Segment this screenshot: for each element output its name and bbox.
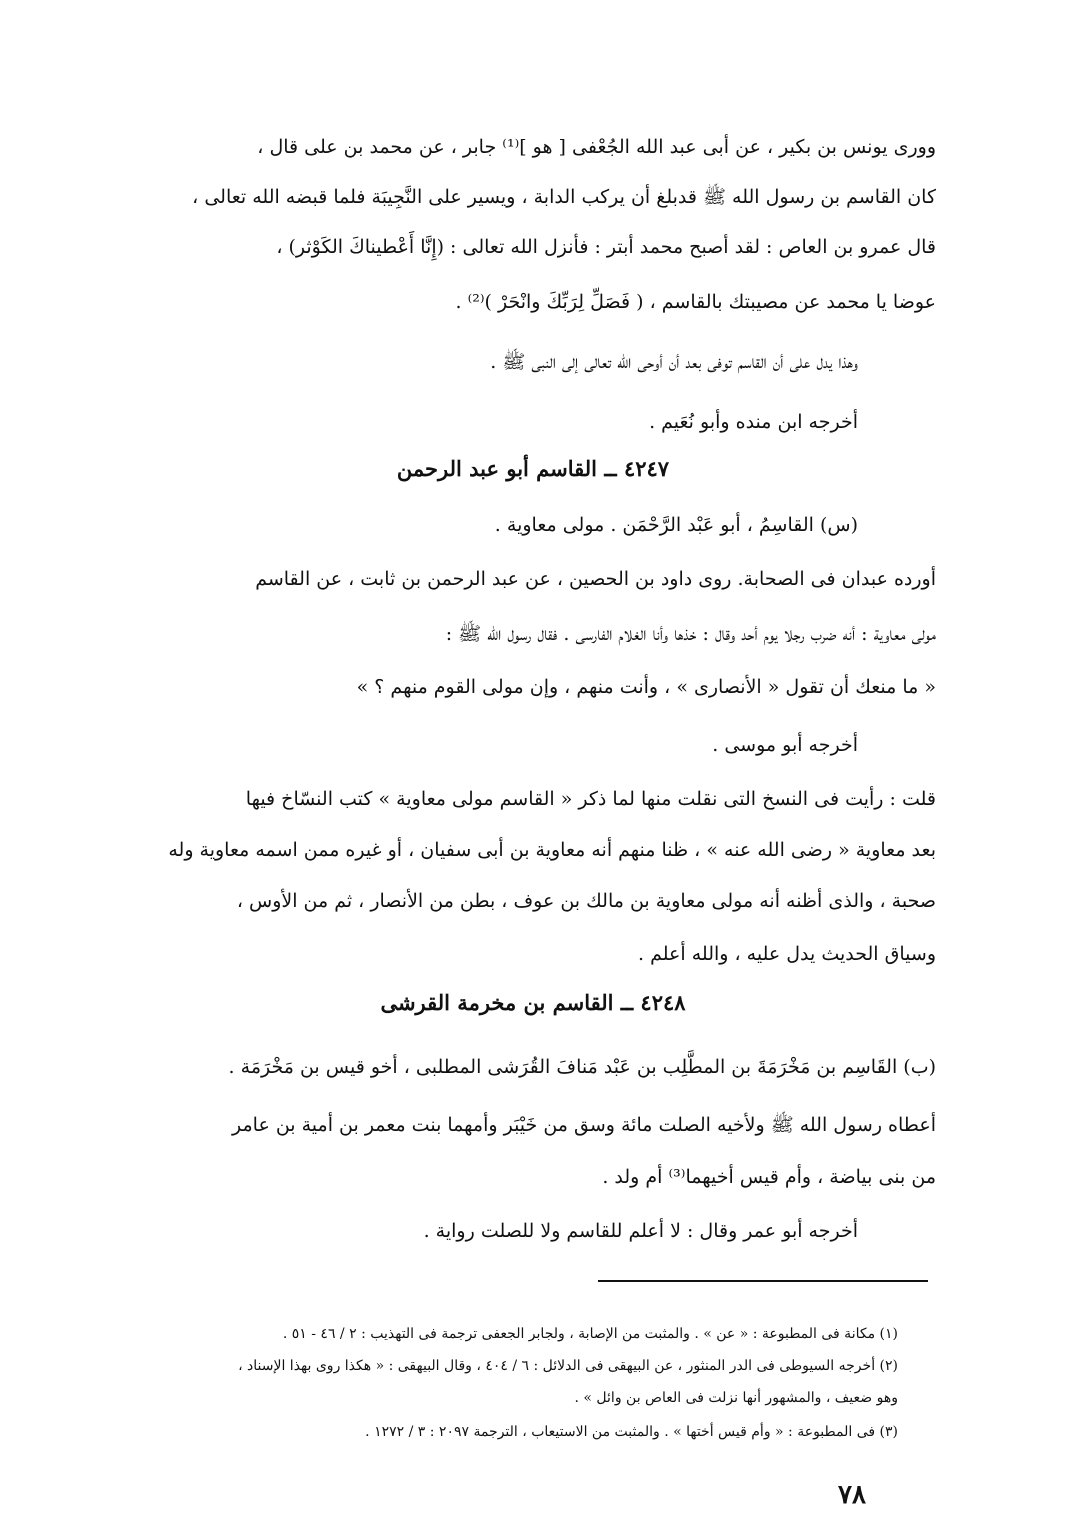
text-line: مولى معاوية : أنه ضرب رجلا يوم أحد وقال : خذها وأنا الغلام الفارسى . فقال رسول الله ﷺ : <box>445 623 936 645</box>
text-line: بعد معاوية « رضى الله عنه » ، ظنا منهم أنه معاوية بن أبى سفيان ، أو غيره ممن اسمه معاوية وله <box>168 839 936 861</box>
footnote: وهو ضعيف ، والمشهور أنها نزلت فى العاص بن وائل » . <box>574 1390 898 1406</box>
entry-heading-4248: ٤٢٤٨ ــ القاسم بن مخرمة القرشى <box>380 990 686 1015</box>
text-line: قلت : رأيت فى النسخ التى نقلت منها لما ذكر « القاسم مولى معاوية » كتب النسّاخ فيها <box>245 788 936 810</box>
text-line: أورده عبدان فى الصحابة. روى داود بن الحصين ، عن عبد الرحمن بن ثابت ، عن القاسم <box>255 568 936 590</box>
text-line: أعطاه رسول الله ﷺ ولأخيه الصلت مائة وسق من خَيْبَر وأمهما بنت معمر بن أمية بن عامر <box>232 1114 936 1136</box>
entry-heading-4247: ٤٢٤٧ ــ القاسم أبو عبد الرحمن <box>396 456 670 481</box>
text-line: كان القاسم بن رسول الله ﷺ قدبلغ أن يركب الدابة ، ويسير على النَّجِيبَة فلما قبضه الله تعالى ، <box>192 186 936 208</box>
text-line: قال عمرو بن العاص : لقد أصبح محمد أبتر : فأنزل الله تعالى : (إِنَّا أَعْطيناكَ الكَوْثر) ، <box>276 236 936 258</box>
footnote: (٣) فى المطبوعة : « وأم قيس أختها » . والمثبت من الاستيعاب ، الترجمة ٢٠٩٧ : ٣ / ١٢٧٢ . <box>365 1424 898 1440</box>
text-line: ووری یونس بن بکیر ، عن أبی عبد الله الجُعْفی [ هو ]⁽¹⁾ جابر ، عن محمد بن علی قال ، <box>257 136 936 158</box>
footnote-divider <box>598 1280 928 1282</box>
text-line: صحبة ، والذى أظنه أنه مولى معاوية بن مالك بن عوف ، بطن من الأنصار ، ثم من الأوس ، <box>236 890 936 912</box>
text-line: أخرجه ابن منده وأبو نُعَيم . <box>649 411 858 433</box>
text-line: وسياق الحديث يدل عليه ، والله أعلم . <box>638 943 936 965</box>
text-line: أخرجه أبو عمر وقال : لا أعلم للقاسم ولا للصلت رواية . <box>423 1220 858 1242</box>
page-number: ٧٨ <box>838 1480 866 1510</box>
text-line: وهذا يدل على أن القاسم توفى بعد أن أوحى الله تعالى إلى النبى ﷺ . <box>490 351 858 373</box>
text-line: (ب) القَاسِم بن مَخْرَمَةَ بن المطَّلِب بن عَبْد مَنافَ القُرَشى المطلبى ، أخو قيس بن مَخْرَمَة . <box>228 1056 936 1078</box>
footnote: (١) مكانة فى المطبوعة : « عن » . والمثبت من الإصابة ، ولجابر الجعفى ترجمة فى التهذيب : ٢ / ٤٦ - ٥١ . <box>282 1326 898 1342</box>
text-line: (س) القاسِمُ ، أبو عَبْد الرَّحْمَن . مولى معاوية . <box>494 514 858 536</box>
text-line: « ما منعك أن تقول « الأنصارى » ، وأنت منهم ، وإن مولى القوم منهم ؟ » <box>356 676 936 698</box>
footnote: (٢) أخرجه السيوطى فى الدر المنثور ، عن البيهقى فى الدلائل : ٦ / ٤٠٤ ، وقال البيهقى : « هكذا روى بهذا الإسناد ، <box>238 1358 898 1374</box>
text-line: من بنى بياضة ، وأم قيس أخيهما⁽³⁾ أم ولد . <box>602 1166 936 1188</box>
text-line: أخرجه أبو موسى . <box>712 734 858 756</box>
text-line: عوضا يا محمد عن مصيبتك بالقاسم ، ( فَصَلِّ لِرَبِّكَ وانْحَرْ )⁽²⁾ . <box>455 291 936 313</box>
